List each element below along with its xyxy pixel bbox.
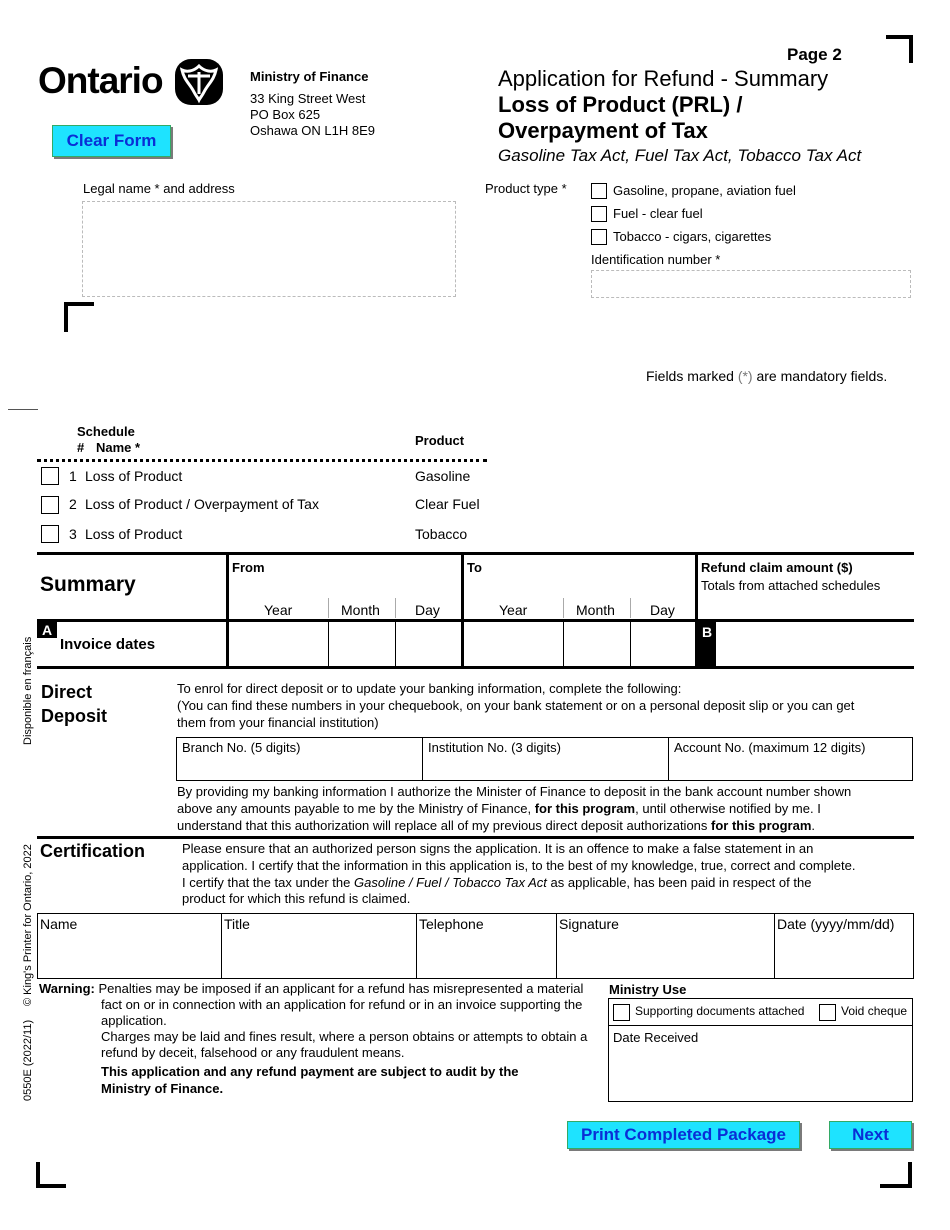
cert-divider xyxy=(774,913,775,979)
side-text-francais: Disponible en français xyxy=(22,636,34,745)
date-received-field[interactable] xyxy=(610,1048,911,1100)
summary-title: Summary xyxy=(40,573,136,596)
cert-name-label: Name xyxy=(40,916,78,932)
product-tobacco-checkbox[interactable] xyxy=(591,229,607,245)
refund-claim-subtitle: Totals from attached schedules xyxy=(701,578,881,593)
certification-text-2: application. I certify that the information in this application is, to the best of my knowledge, true, correct and complete. xyxy=(182,858,856,873)
to-day-field[interactable] xyxy=(631,622,695,666)
institution-number-field[interactable] xyxy=(424,758,666,780)
schedule-row-3-checkbox[interactable] xyxy=(41,525,59,543)
supporting-documents-checkbox[interactable] xyxy=(613,1004,630,1021)
cert-name-field[interactable] xyxy=(39,934,220,977)
form-title-line2: Loss of Product (PRL) / xyxy=(498,92,743,117)
warning-line-4: Charges may be laid and fines result, where a person obtains or attempts to obtain a xyxy=(101,1029,588,1044)
from-month-label: Month xyxy=(341,602,380,618)
summary-sub-divider xyxy=(328,598,329,618)
invoice-dates-label: Invoice dates xyxy=(60,636,156,653)
schedule-row-1-num: 1 xyxy=(69,468,77,484)
corner-mark-bottom-left xyxy=(36,1162,66,1188)
cert-date-label: Date (yyyy/mm/dd) xyxy=(777,916,895,932)
summary-sub-divider xyxy=(630,598,631,618)
legal-name-label: Legal name * and address xyxy=(83,181,235,196)
cert-telephone-label: Telephone xyxy=(419,916,484,932)
certification-title: Certification xyxy=(40,841,146,861)
banking-divider xyxy=(668,737,669,781)
product-fuel-checkbox[interactable] xyxy=(591,206,607,222)
cert-divider xyxy=(416,913,417,979)
certification-text-4: product for which this refund is claimed. xyxy=(182,891,411,906)
section-b-badge: B xyxy=(698,622,716,666)
product-gasoline-label: Gasoline, propane, aviation fuel xyxy=(613,183,796,198)
identification-number-label: Identification number * xyxy=(591,252,721,267)
refund-claim-amount-field[interactable] xyxy=(717,622,913,666)
schedule-row-3-name: Loss of Product xyxy=(85,526,183,542)
schedule-header: Schedule xyxy=(77,424,135,439)
ministry-use-divider xyxy=(608,1025,913,1026)
void-cheque-checkbox[interactable] xyxy=(819,1004,836,1021)
ministry-address-line2: PO Box 625 xyxy=(250,107,321,122)
schedule-row-2-product: Clear Fuel xyxy=(415,496,480,512)
certification-text-3: I certify that the tax under the Gasoline / Fuel / Tobacco Tax Act as applicable, has been paid in respect of the xyxy=(182,875,812,890)
from-day-label: Day xyxy=(415,602,440,618)
summary-bottom-border xyxy=(37,666,914,669)
corner-mark-top-right xyxy=(886,35,913,63)
product-fuel-label: Fuel - clear fuel xyxy=(613,206,703,221)
direct-deposit-auth-2: above any amounts payable to me by the Ministry of Finance, for this program, until otherwise notified by me. I xyxy=(177,801,821,816)
corner-mark-bottom-right xyxy=(880,1162,912,1188)
summary-to-label: To xyxy=(467,560,482,575)
ontario-wordmark: Ontario xyxy=(38,60,163,101)
direct-deposit-auth-1: By providing my banking information I authorize the Minister of Finance to deposit in the bank account number shown xyxy=(177,784,852,799)
direct-deposit-title-2: Deposit xyxy=(41,706,108,726)
cert-signature-label: Signature xyxy=(559,916,619,932)
to-year-field[interactable] xyxy=(464,622,563,666)
warning-line-3: application. xyxy=(101,1013,167,1028)
schedule-row-1-product: Gasoline xyxy=(415,468,471,484)
date-received-label: Date Received xyxy=(613,1030,699,1045)
form-title-line3: Overpayment of Tax xyxy=(498,118,708,143)
form-title-line1: Application for Refund - Summary xyxy=(498,66,829,91)
from-day-field[interactable] xyxy=(396,622,461,666)
schedule-header-product: Product xyxy=(415,433,465,448)
void-cheque-label: Void cheque xyxy=(841,1004,908,1018)
cert-title-label: Title xyxy=(224,916,250,932)
direct-deposit-title-1: Direct xyxy=(41,682,93,702)
schedule-row-3-product: Tobacco xyxy=(415,526,468,542)
identification-number-field[interactable] xyxy=(591,270,911,298)
cert-telephone-field[interactable] xyxy=(418,934,555,977)
legal-name-address-field[interactable] xyxy=(82,201,456,297)
certification-top-border xyxy=(37,836,914,839)
direct-deposit-auth-3: understand that this authorization will replace all of my previous direct deposit authorizations for this program. xyxy=(177,818,816,833)
schedule-header-divider xyxy=(37,459,487,462)
audit-note-1: This application and any refund payment are subject to audit by the xyxy=(101,1064,519,1079)
summary-sub-divider xyxy=(563,598,564,618)
from-year-field[interactable] xyxy=(229,622,328,666)
schedule-row-2-name: Loss of Product / Overpayment of Tax xyxy=(85,496,319,512)
refund-claim-title: Refund claim amount ($) xyxy=(701,560,853,575)
warning-line-5: refund by deceit, falsehood or any fraudulent means. xyxy=(101,1045,405,1060)
to-year-label: Year xyxy=(499,602,528,618)
cert-divider xyxy=(221,913,222,979)
trillium-logo-icon xyxy=(174,58,224,106)
to-day-label: Day xyxy=(650,602,675,618)
from-month-field[interactable] xyxy=(329,622,395,666)
cert-date-field[interactable] xyxy=(776,934,912,977)
supporting-documents-label: Supporting documents attached xyxy=(635,1004,805,1018)
direct-deposit-intro-1: To enrol for direct deposit or to update your banking information, complete the following: xyxy=(177,681,682,696)
mandatory-fields-note: Fields marked (*) are mandatory fields. xyxy=(646,368,888,384)
print-completed-package-button[interactable]: Print Completed Package xyxy=(567,1121,800,1149)
schedule-header-name: Name * xyxy=(96,440,141,455)
ministry-address-line3: Oshawa ON L1H 8E9 xyxy=(250,123,376,138)
corner-mark-mid-left xyxy=(64,302,94,332)
audit-note-2: Ministry of Finance. xyxy=(101,1081,224,1096)
direct-deposit-intro-2: (You can find these numbers in your chequebook, on your bank statement or on a personal deposit slip or you can get xyxy=(177,698,855,713)
schedule-row-1-name: Loss of Product xyxy=(85,468,183,484)
section-a-badge: A xyxy=(37,622,57,638)
product-type-label: Product type * xyxy=(485,181,567,196)
page-label: Page 2 xyxy=(787,45,842,64)
cert-divider xyxy=(556,913,557,979)
product-tobacco-label: Tobacco - cigars, cigarettes xyxy=(613,229,772,244)
schedule-row-2-num: 2 xyxy=(69,496,77,512)
branch-number-label: Branch No. (5 digits) xyxy=(182,740,301,755)
schedule-row-2-checkbox[interactable] xyxy=(41,496,59,514)
ministry-name: Ministry of Finance xyxy=(250,69,369,84)
summary-sub-divider xyxy=(395,598,396,618)
product-gasoline-checkbox[interactable] xyxy=(591,183,607,199)
schedule-row-3-num: 3 xyxy=(69,526,77,542)
from-year-label: Year xyxy=(264,602,293,618)
warning-line-1: Warning: Penalties may be imposed if an applicant for a refund has misrepresented a material xyxy=(39,981,584,996)
schedule-row-1-checkbox[interactable] xyxy=(41,467,59,485)
account-number-field[interactable] xyxy=(670,758,911,780)
form-subtitle-acts: Gasoline Tax Act, Fuel Tax Act, Tobacco Tax Act xyxy=(498,146,862,165)
cert-signature-field[interactable] xyxy=(558,934,773,977)
clear-form-button[interactable]: Clear Form xyxy=(52,125,171,157)
cert-title-field[interactable] xyxy=(223,934,415,977)
certification-text-1: Please ensure that an authorized person signs the application. It is an offence to make a false statement in an xyxy=(182,841,814,856)
next-button[interactable]: Next xyxy=(829,1121,912,1149)
account-number-label: Account No. (maximum 12 digits) xyxy=(674,740,866,755)
side-text-printer: © King's Printer for Ontario, 2022 xyxy=(22,844,34,1006)
to-month-field[interactable] xyxy=(564,622,630,666)
branch-number-field[interactable] xyxy=(178,758,420,780)
side-text-form-id: 0550E (2022/11) xyxy=(22,1019,34,1101)
banking-divider xyxy=(422,737,423,781)
ministry-address-line1: 33 King Street West xyxy=(250,91,366,106)
direct-deposit-intro-3: them from your financial institution) xyxy=(177,715,379,730)
schedule-header-num: # xyxy=(77,440,85,455)
institution-number-label: Institution No. (3 digits) xyxy=(428,740,561,755)
to-month-label: Month xyxy=(576,602,615,618)
margin-tick xyxy=(8,409,38,410)
warning-line-2: fact on or in connection with an application for refund or in an invoice supporting the xyxy=(101,997,583,1012)
summary-from-label: From xyxy=(232,560,265,575)
ministry-use-title: Ministry Use xyxy=(609,982,687,997)
summary-top-border xyxy=(37,552,914,555)
